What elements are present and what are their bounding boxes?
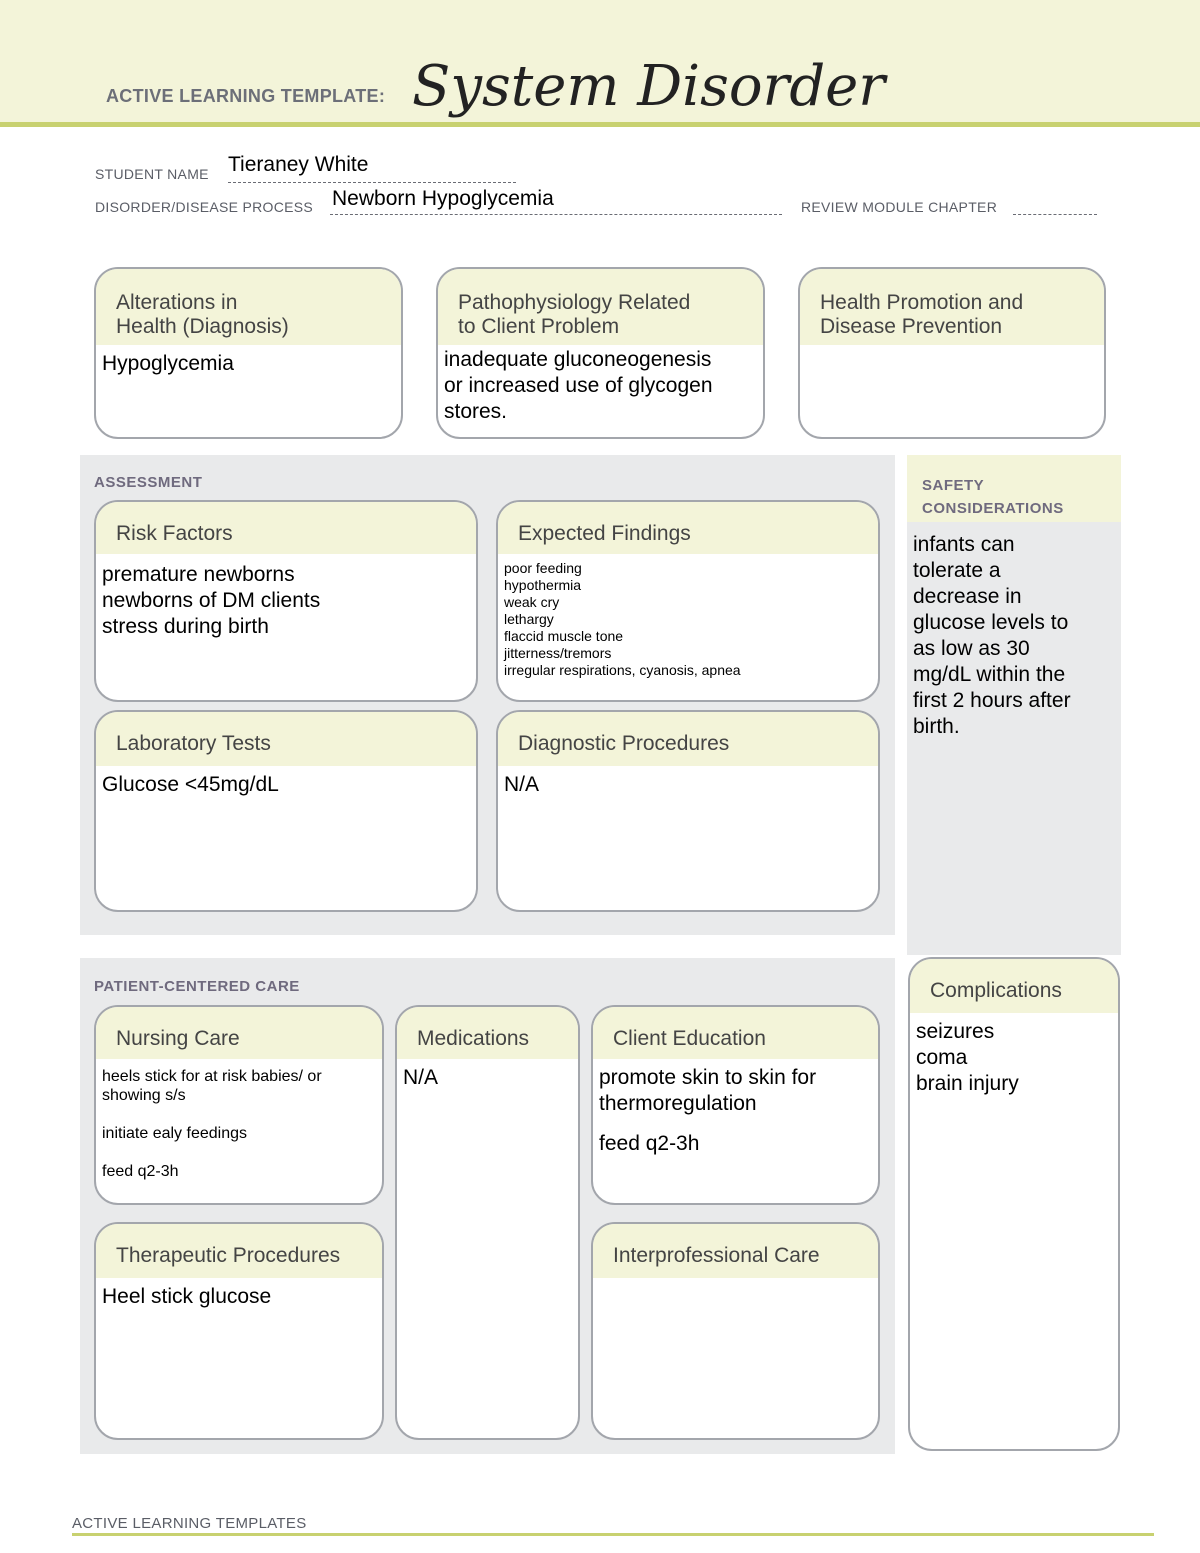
assessment-label: ASSESSMENT: [94, 474, 203, 491]
therapeutic-procedures-title: Therapeutic Procedures: [96, 1224, 382, 1278]
client-education-title: Client Education: [593, 1007, 878, 1059]
template-label: ACTIVE LEARNING TEMPLATE:: [106, 86, 386, 106]
complications-title: Complications: [910, 959, 1118, 1013]
nursing-care-box: [94, 1005, 384, 1205]
footer-label: ACTIVE LEARNING TEMPLATES: [72, 1515, 307, 1532]
alterations-box: [94, 267, 403, 439]
health-promotion-body[interactable]: [800, 345, 1104, 357]
client-education-box: [591, 1005, 880, 1205]
student-name-label: STUDENT NAME: [95, 166, 209, 182]
disorder-label: DISORDER/DISEASE PROCESS: [95, 199, 314, 215]
medications-body[interactable]: N/A: [403, 1066, 439, 1089]
expected-findings-body[interactable]: poor feeding hypothermia weak cry lethargy flaccid muscle tone jitterness/tremors irregular respirations, cyanosis, apnea: [504, 560, 741, 678]
expected-findings-title: Expected Findings: [498, 502, 878, 554]
pathophysiology-body[interactable]: inadequate gluconeogenesis or increased use of glycogen stores.: [444, 348, 713, 423]
student-name-line: [228, 182, 516, 183]
client-education-body[interactable]: promote skin to skin for thermoregulation feed q2-3h: [599, 1066, 817, 1155]
safety-body[interactable]: infants can tolerate a decrease in glucose levels to as low as 30 mg/dL within the first 2 hours after birth.: [913, 533, 1071, 738]
review-module-line: [1013, 214, 1097, 215]
expected-findings-box: [496, 500, 880, 702]
laboratory-tests-title: Laboratory Tests: [96, 712, 476, 766]
diagnostic-procedures-box: [496, 710, 880, 912]
alterations-body[interactable]: Hypoglycemia: [102, 352, 234, 375]
template-title: System Disorder: [412, 54, 886, 119]
therapeutic-procedures-box: [94, 1222, 384, 1440]
complications-box: [908, 957, 1120, 1451]
health-promotion-title: Health Promotion and Disease Prevention: [800, 269, 1104, 345]
diagnostic-procedures-body[interactable]: N/A: [504, 773, 540, 796]
interprofessional-care-title: Interprofessional Care: [593, 1224, 878, 1278]
risk-factors-body[interactable]: premature newborns newborns of DM clients stress during birth: [102, 563, 321, 638]
pathophysiology-title: Pathophysiology Related to Client Problem: [438, 269, 763, 345]
nursing-care-body[interactable]: heels stick for at risk babies/ or showing s/s initiate ealy feedings feed q2-3h: [102, 1068, 322, 1180]
student-name-field[interactable]: Tieraney White: [228, 153, 369, 176]
risk-factors-title: Risk Factors: [96, 502, 476, 554]
laboratory-tests-box: [94, 710, 478, 912]
safety-label: SAFETY CONSIDERATIONS: [922, 477, 1064, 517]
therapeutic-procedures-body[interactable]: Heel stick glucose: [102, 1285, 272, 1308]
interprofessional-care-box: [591, 1222, 880, 1440]
nursing-care-title: Nursing Care: [96, 1007, 382, 1059]
health-promotion-box: [798, 267, 1106, 439]
interprofessional-care-body[interactable]: [593, 1278, 878, 1290]
medications-box: [395, 1005, 580, 1440]
laboratory-tests-body[interactable]: Glucose <45mg/dL: [102, 773, 279, 796]
header-divider: [0, 122, 1200, 127]
review-module-label: REVIEW MODULE CHAPTER: [801, 199, 998, 215]
medications-title: Medications: [397, 1007, 578, 1059]
disorder-field[interactable]: Newborn Hypoglycemia: [332, 187, 554, 210]
disorder-line: [330, 214, 782, 215]
complications-body[interactable]: seizures coma brain injury: [916, 1020, 1019, 1095]
pathophysiology-box: [436, 267, 765, 439]
alterations-title: Alterations in Health (Diagnosis): [96, 269, 401, 345]
footer-divider: [72, 1533, 1154, 1536]
patient-centered-care-label: PATIENT-CENTERED CARE: [94, 978, 300, 995]
diagnostic-procedures-title: Diagnostic Procedures: [498, 712, 878, 766]
risk-factors-box: [94, 500, 478, 702]
